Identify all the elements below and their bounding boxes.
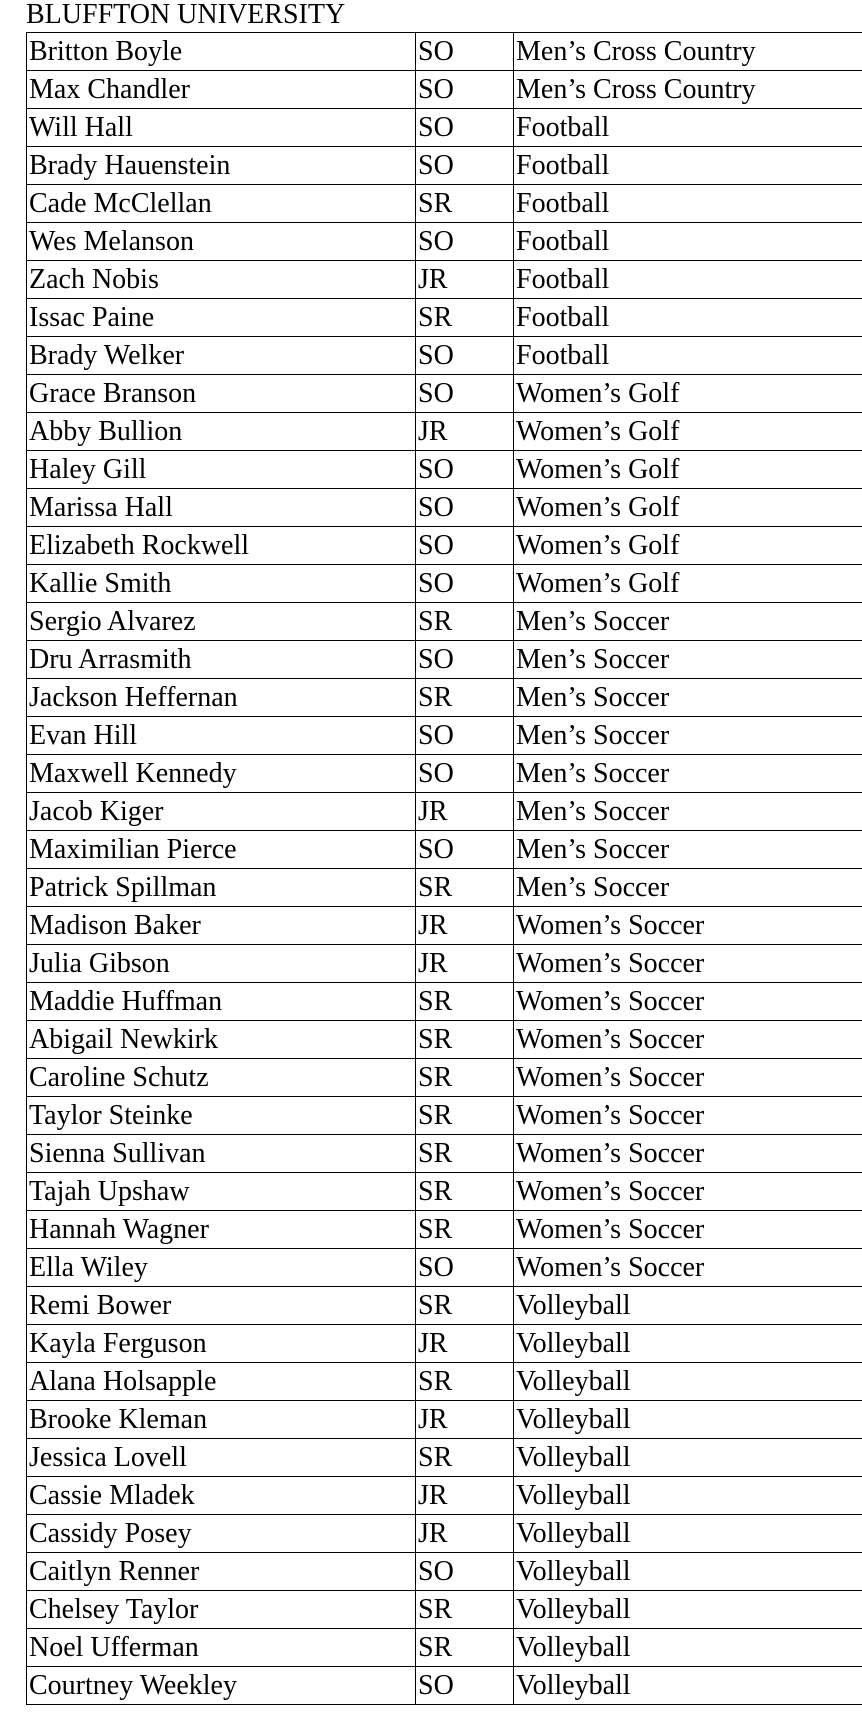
- class-year-cell: JR: [416, 945, 514, 983]
- class-year-cell: SR: [416, 1135, 514, 1173]
- table-row: [27, 641, 862, 679]
- table-row: [27, 1477, 862, 1515]
- sport-cell: Football: [514, 109, 862, 147]
- student-name-cell: Hannah Wagner: [27, 1211, 416, 1249]
- class-year-cell: SR: [416, 1211, 514, 1249]
- class-year-cell: SR: [416, 1173, 514, 1211]
- sport-cell: Football: [514, 337, 862, 375]
- sport-cell: Football: [514, 185, 862, 223]
- sport-cell: Football: [514, 147, 862, 185]
- table-row: [27, 1097, 862, 1135]
- table-row: [27, 147, 862, 185]
- class-year-cell: SO: [416, 1667, 514, 1705]
- student-name-cell: Dru Arrasmith: [27, 641, 416, 679]
- class-year-cell: SR: [416, 1287, 514, 1325]
- student-name-cell: Brady Hauenstein: [27, 147, 416, 185]
- student-name-cell: Brooke Kleman: [27, 1401, 416, 1439]
- sport-cell: Women’s Soccer: [514, 1173, 862, 1211]
- table-row: [27, 33, 862, 71]
- class-year-cell: SO: [416, 527, 514, 565]
- table-row: [27, 1325, 862, 1363]
- table-row: [27, 1553, 862, 1591]
- student-name-cell: Evan Hill: [27, 717, 416, 755]
- class-year-cell: SO: [416, 337, 514, 375]
- class-year-cell: JR: [416, 1325, 514, 1363]
- class-year-cell: SO: [416, 1249, 514, 1287]
- class-year-cell: SR: [416, 299, 514, 337]
- student-name-cell: Maddie Huffman: [27, 983, 416, 1021]
- student-name-cell: Julia Gibson: [27, 945, 416, 983]
- student-name-cell: Noel Ufferman: [27, 1629, 416, 1667]
- table-row: [27, 375, 862, 413]
- table-row: [27, 983, 862, 1021]
- table-row: [27, 1667, 862, 1705]
- sport-cell: Women’s Soccer: [514, 983, 862, 1021]
- class-year-cell: JR: [416, 793, 514, 831]
- class-year-cell: SO: [416, 489, 514, 527]
- sport-cell: Men’s Cross Country: [514, 71, 862, 109]
- sport-cell: Women’s Golf: [514, 565, 862, 603]
- sport-cell: Football: [514, 223, 862, 261]
- table-row: [27, 1059, 862, 1097]
- table-row: [27, 717, 862, 755]
- class-year-cell: JR: [416, 1515, 514, 1553]
- student-name-cell: Ella Wiley: [27, 1249, 416, 1287]
- class-year-cell: SO: [416, 717, 514, 755]
- class-year-cell: SR: [416, 679, 514, 717]
- class-year-cell: SO: [416, 1553, 514, 1591]
- student-name-cell: Caroline Schutz: [27, 1059, 416, 1097]
- sport-cell: Men’s Soccer: [514, 831, 862, 869]
- student-name-cell: Britton Boyle: [27, 33, 416, 71]
- table-row: [27, 679, 862, 717]
- table-row: [27, 1591, 862, 1629]
- student-name-cell: Cassie Mladek: [27, 1477, 416, 1515]
- table-row: [27, 869, 862, 907]
- table-row: [27, 907, 862, 945]
- student-name-cell: Taylor Steinke: [27, 1097, 416, 1135]
- student-name-cell: Remi Bower: [27, 1287, 416, 1325]
- student-name-cell: Courtney Weekley: [27, 1667, 416, 1705]
- sport-cell: Volleyball: [514, 1325, 862, 1363]
- sport-cell: Volleyball: [514, 1591, 862, 1629]
- class-year-cell: JR: [416, 1401, 514, 1439]
- table-row: [27, 527, 862, 565]
- student-name-cell: Maxwell Kennedy: [27, 755, 416, 793]
- table-row: [27, 1515, 862, 1553]
- sport-cell: Volleyball: [514, 1439, 862, 1477]
- table-row: [27, 1287, 862, 1325]
- class-year-cell: SO: [416, 565, 514, 603]
- class-year-cell: SO: [416, 223, 514, 261]
- sport-cell: Women’s Golf: [514, 527, 862, 565]
- student-name-cell: Jessica Lovell: [27, 1439, 416, 1477]
- table-row: [27, 1249, 862, 1287]
- roster-table: [26, 32, 862, 1705]
- class-year-cell: SR: [416, 1021, 514, 1059]
- student-name-cell: Cassidy Posey: [27, 1515, 416, 1553]
- class-year-cell: SR: [416, 1097, 514, 1135]
- student-name-cell: Kayla Ferguson: [27, 1325, 416, 1363]
- class-year-cell: JR: [416, 1477, 514, 1515]
- student-name-cell: Cade McClellan: [27, 185, 416, 223]
- student-name-cell: Haley Gill: [27, 451, 416, 489]
- sport-cell: Men’s Soccer: [514, 641, 862, 679]
- sport-cell: Women’s Golf: [514, 451, 862, 489]
- sport-cell: Volleyball: [514, 1477, 862, 1515]
- table-row: [27, 261, 862, 299]
- table-row: [27, 337, 862, 375]
- sport-cell: Football: [514, 299, 862, 337]
- sport-cell: Women’s Soccer: [514, 1021, 862, 1059]
- sport-cell: Volleyball: [514, 1363, 862, 1401]
- class-year-cell: SR: [416, 1439, 514, 1477]
- class-year-cell: SR: [416, 1591, 514, 1629]
- class-year-cell: SO: [416, 109, 514, 147]
- class-year-cell: SR: [416, 1059, 514, 1097]
- sport-cell: Women’s Golf: [514, 413, 862, 451]
- student-name-cell: Sergio Alvarez: [27, 603, 416, 641]
- table-row: [27, 945, 862, 983]
- table-row: [27, 299, 862, 337]
- sport-cell: Men’s Cross Country: [514, 33, 862, 71]
- table-row: [27, 413, 862, 451]
- table-row: [27, 603, 862, 641]
- student-name-cell: Tajah Upshaw: [27, 1173, 416, 1211]
- class-year-cell: SO: [416, 831, 514, 869]
- table-row: [27, 489, 862, 527]
- class-year-cell: SO: [416, 375, 514, 413]
- student-name-cell: Brady Welker: [27, 337, 416, 375]
- class-year-cell: SO: [416, 755, 514, 793]
- student-name-cell: Chelsey Taylor: [27, 1591, 416, 1629]
- class-year-cell: SO: [416, 71, 514, 109]
- class-year-cell: SO: [416, 451, 514, 489]
- student-name-cell: Abigail Newkirk: [27, 1021, 416, 1059]
- student-name-cell: Issac Paine: [27, 299, 416, 337]
- sport-cell: Men’s Soccer: [514, 793, 862, 831]
- class-year-cell: SR: [416, 983, 514, 1021]
- student-name-cell: Kallie Smith: [27, 565, 416, 603]
- sport-cell: Women’s Soccer: [514, 1059, 862, 1097]
- table-row: [27, 831, 862, 869]
- table-row: [27, 565, 862, 603]
- sport-cell: Men’s Soccer: [514, 603, 862, 641]
- class-year-cell: SO: [416, 33, 514, 71]
- table-row: [27, 1401, 862, 1439]
- class-year-cell: SR: [416, 1629, 514, 1667]
- sport-cell: Men’s Soccer: [514, 679, 862, 717]
- class-year-cell: SR: [416, 603, 514, 641]
- sport-cell: Women’s Soccer: [514, 945, 862, 983]
- roster-body: [27, 33, 862, 1705]
- sport-cell: Football: [514, 261, 862, 299]
- sport-cell: Women’s Soccer: [514, 1211, 862, 1249]
- student-name-cell: Jackson Heffernan: [27, 679, 416, 717]
- table-row: [27, 185, 862, 223]
- class-year-cell: JR: [416, 413, 514, 451]
- table-row: [27, 1363, 862, 1401]
- sport-cell: Volleyball: [514, 1515, 862, 1553]
- sport-cell: Volleyball: [514, 1401, 862, 1439]
- sport-cell: Volleyball: [514, 1553, 862, 1591]
- sport-cell: Women’s Golf: [514, 489, 862, 527]
- student-name-cell: Madison Baker: [27, 907, 416, 945]
- student-name-cell: Alana Holsapple: [27, 1363, 416, 1401]
- sport-cell: Volleyball: [514, 1287, 862, 1325]
- sport-cell: Men’s Soccer: [514, 755, 862, 793]
- sport-cell: Women’s Soccer: [514, 907, 862, 945]
- student-name-cell: Patrick Spillman: [27, 869, 416, 907]
- class-year-cell: SR: [416, 869, 514, 907]
- table-row: [27, 1173, 862, 1211]
- table-row: [27, 109, 862, 147]
- student-name-cell: Marissa Hall: [27, 489, 416, 527]
- table-row: [27, 1135, 862, 1173]
- sport-cell: Women’s Soccer: [514, 1097, 862, 1135]
- table-row: [27, 1629, 862, 1667]
- table-row: [27, 1211, 862, 1249]
- class-year-cell: SO: [416, 147, 514, 185]
- class-year-cell: SR: [416, 185, 514, 223]
- table-row: [27, 451, 862, 489]
- sport-cell: Volleyball: [514, 1667, 862, 1705]
- student-name-cell: Caitlyn Renner: [27, 1553, 416, 1591]
- class-year-cell: JR: [416, 261, 514, 299]
- table-row: [27, 755, 862, 793]
- sport-cell: Women’s Soccer: [514, 1249, 862, 1287]
- sport-cell: Women’s Golf: [514, 375, 862, 413]
- student-name-cell: Grace Branson: [27, 375, 416, 413]
- student-name-cell: Jacob Kiger: [27, 793, 416, 831]
- sport-cell: Women’s Soccer: [514, 1135, 862, 1173]
- student-name-cell: Abby Bullion: [27, 413, 416, 451]
- sport-cell: Men’s Soccer: [514, 869, 862, 907]
- table-row: [27, 1021, 862, 1059]
- sport-cell: Men’s Soccer: [514, 717, 862, 755]
- student-name-cell: Max Chandler: [27, 71, 416, 109]
- table-row: [27, 1439, 862, 1477]
- student-name-cell: Wes Melanson: [27, 223, 416, 261]
- table-row: [27, 793, 862, 831]
- class-year-cell: SR: [416, 1363, 514, 1401]
- student-name-cell: Sienna Sullivan: [27, 1135, 416, 1173]
- student-name-cell: Will Hall: [27, 109, 416, 147]
- school-title: BLUFFTON UNIVERSITY: [26, 0, 346, 30]
- sport-cell: Volleyball: [514, 1629, 862, 1667]
- student-name-cell: Zach Nobis: [27, 261, 416, 299]
- table-row: [27, 223, 862, 261]
- student-name-cell: Elizabeth Rockwell: [27, 527, 416, 565]
- student-name-cell: Maximilian Pierce: [27, 831, 416, 869]
- table-row: [27, 71, 862, 109]
- class-year-cell: SO: [416, 641, 514, 679]
- class-year-cell: JR: [416, 907, 514, 945]
